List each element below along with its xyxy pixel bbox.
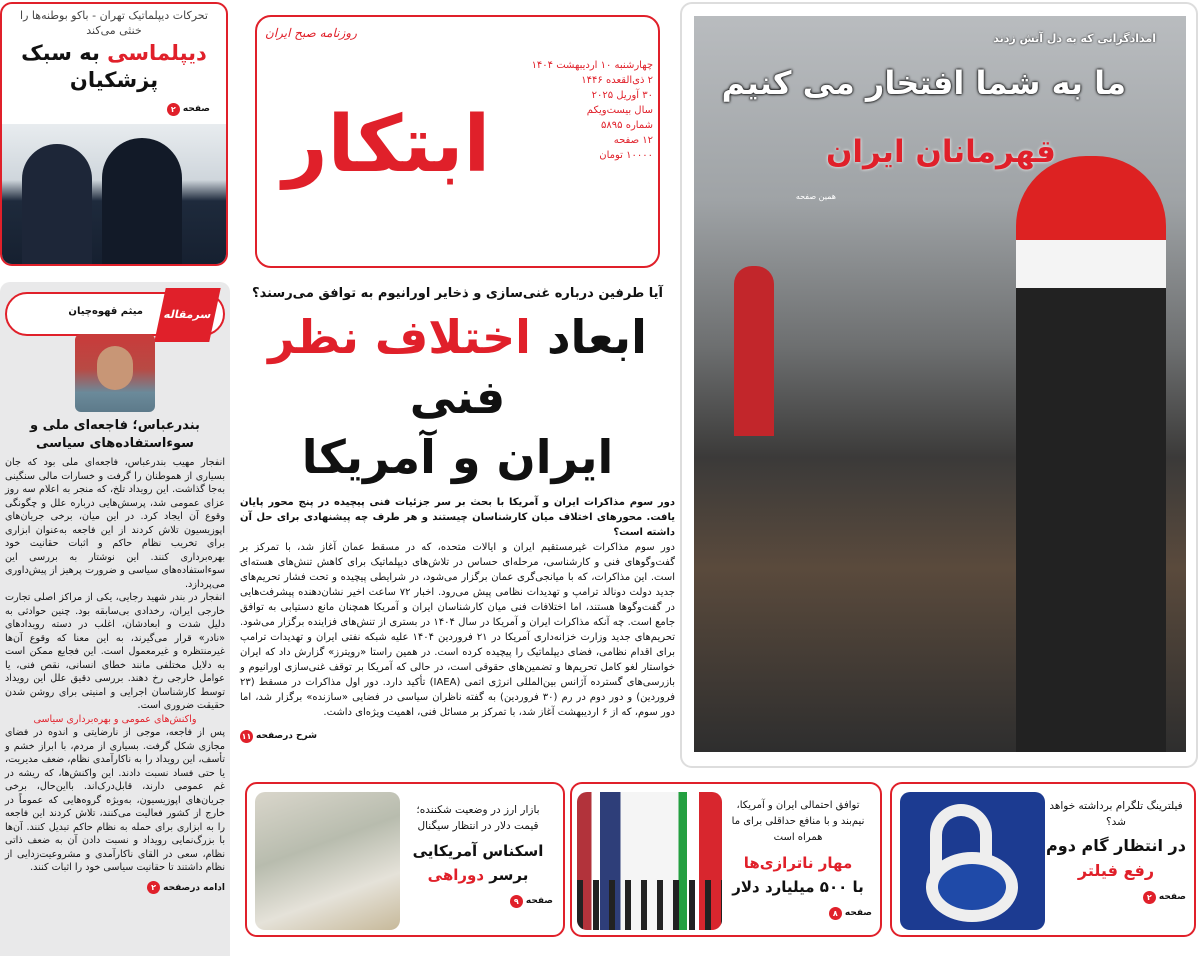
hero-title: ما به شما افتخار می کنیم — [721, 64, 1126, 102]
tagline: روزنامه صبح ایران — [265, 26, 357, 40]
hero-page-ref: همین صفحه — [795, 192, 836, 201]
teaser-title: اسکناس آمریکایی — [412, 842, 544, 860]
editorial-body: انفجار مهیب بندرعباس، فاجعه‌ای ملی بود که جان بسیاری از هموطنان را گرفت و خسارات مالی سنگینی به‌جا گذاشت. این رویداد تلخ، که منجر به اعلام سه روز عزای عمومی شد، پرسش‌هایی درباره علل و چگونگی وقوع آن ایجاد کرد. در این میان، برخی جریان‌های اپوزیسیون تلاش کردند از این فاجعه به‌عنوان ابزاری برای تخریب نظام حاکم و اثبات حقانیت خود بهره‌برداری کنند. این نوشتار به بررسی این سوءاستفاده‌های سیاسی و ضرورت پرهیز از پیش‌داوری می‌پردازد. انفجار در بندر شهید رجایی، یکی از مراکز اصلی تجارت خارجی ایران، رخدادی بی‌سابقه بود. چنین حوادثی به دلیل شدت و ابعادشان، اغلب در دسته رویدادهای «نادر» قرار می‌گیرند، به این معنا که وقوع آن‌ها غیرمنتظره و غیرمعمول است. این فجایع ممکن است به دلایل مختلفی مانند خطای انسانی، نقص فنی، یا عوامل خارجی رخ دهند. بررسی دقیق علل این رویداد توسط کارشناسان اجرایی و امنیتی برای روشن شدن حقیقت ضروری است. واکنش‌های عمومی و بهره‌برداری سیاسی پس از فاجعه، موجی از نارضایتی و اندوه در فضای مجازی شکل گرفت. بسیاری از مردم، با ابراز خشم و تأسف، این رویداد را به ناکارآمدی نظام، ضعف مدیریت، یا حتی فساد نسبت دادند. این واکنش‌ها، که ریشه در غم عمومی دارند، قابل‌درک‌اند. بااین‌حال، برخی جریان‌های اپوزیسیون، به‌ویژه گروه‌هایی که عموماً در خارج از کشور فعالیت می‌کنند، تلاش کردند این فاجعه را به ابزاری برای حمله به نظام حاکم تبدیل کنند. آن‌ها با بزرگ‌نمایی رویداد و نسبت دادن آن به ضعف ذاتی نظام، سعی در القای ناکارآمدی و مشروعیت‌زدایی از نظام داشتند تا حقانیت سیاسی خود را اثبات کنند. — [5, 457, 225, 873]
teaser-dollar[interactable]: بازار ارز در وضعیت شکننده؛ قیمت دلار در انتظار سیگنال اسکناس آمریکایی برسر دوراهی صفحه ۹ — [245, 782, 565, 937]
author-photo — [75, 334, 155, 412]
masthead — [245, 0, 670, 268]
main-body: دور سوم مذاکرات غیرمستقیم ایران و ایالات متحده، که در مسقط عمان آغاز شد، با تمرکز بر گفت‌وگوهای فنی و کارشناسی، مرحله‌ای حساس در تلاش‌های دیپلماتیک برای کاهش تنش‌های هسته‌ای است. این مذاکرات، که با میانجی‌گری عمان برگزار می‌شود، در شرایطی پیچیده و تحت فشار تحریم‌های جدید دولت دونالد ترامپ و تهدیدات نظامی پیش می‌رود. اخبار ۷۲ ساعت اخیر نشان‌دهنده پیشرفت‌هایی در گفت‌وگوها هستند، اما اختلافات فنی میان کارشناسان ایران و آمریکا همچنان مانع دستیابی به توافق جامع است. چه آنکه مذاکرات ایران و آمریکا در سال ۱۴۰۴ در بستری از تنش‌های فزاینده برگزار می‌شود. تحریم‌های جدید وزارت خزانه‌داری آمریکا در ۲۱ فروردین ۱۴۰۴ علیه شبکه نفتی ایران و تهدیدات ترامپ برای اقدام نظامی، فضای دیپلماتیک را پیچیده کرده است. در همین راستا «رویترز» گزارش داد که ایران خواستار لغو کامل تحریم‌ها و تضمین‌های حقوقی است، در حالی که آمریکا بر توقف غنی‌سازی اورانیوم و بازرسی‌های گسترده آژانس بین‌المللی انرژی اتمی (IAEA) تأکید دارد. دور اول مذاکرات در مسقط (۲۳ فروردین) و دور دوم در رم (۳۰ فروردین) به گفته ناظران سیاسی در فضایی «سازنده» برگزار شد، اما دور سوم، که از ۶ اردیبهشت آغاز شد، با تمرکز بر مسائل فنی، اهمیت ویژه‌ای داشت. — [240, 542, 676, 718]
main-lead: دور سوم مذاکرات ایران و آمریکا با بحث بر سر جزئیات فنی پیچیده در پنج محور پایان یافت. محورهای اختلاف میان کارشناسان چیستند و هر طرف چه پیشنهادی برای حل آن داشته است؟ — [240, 497, 675, 538]
hero-title-red: قهرمانان ایران — [825, 134, 1056, 170]
hero-story[interactable] — [680, 2, 1198, 768]
editorial-label: سرمقاله — [154, 288, 220, 342]
hero-kicker: امدادگرانی که به دل آتش زدند — [993, 32, 1156, 45]
editorial-header — [5, 292, 225, 336]
logo — [259, 20, 514, 260]
teaser-kicker: بازار ارز در وضعیت شکننده؛ قیمت دلار در انتظار سیگنال — [416, 804, 540, 832]
teaser-title-red: مهار ناترازی‌ها — [743, 854, 853, 872]
teaser-title: در انتظار گام دوم — [1046, 836, 1186, 855]
teaser-title: دیپلماسی به سبک پزشکیان — [21, 41, 207, 92]
teaser-title-line2: برسر دوراهی — [427, 866, 529, 884]
teaser-title-red: رفع فیلتر — [1077, 861, 1155, 880]
teaser-kicker: تحرکات دیپلماتیک تهران - باکو بوطنه‌ها را خنثی می‌کند — [20, 9, 208, 37]
logo-word: ابتکار — [282, 100, 491, 190]
flags-microphones-photo — [577, 792, 722, 930]
main-page-ref[interactable]: شرح درصفحه ۱۱ — [241, 731, 317, 741]
firefighter-photo — [694, 16, 1186, 752]
teaser-deal[interactable]: توافق احتمالی ایران و آمریکا، نیم‌بند و با منافع حداقلی برای ما همراه است مهار ناترازی‌ها با ۵۰۰ میلیارد دلار صفحه ۸ — [570, 782, 882, 937]
main-story[interactable] — [240, 285, 675, 743]
issue-info: چهارشنبه ۱۰ اردیبهشت ۱۴۰۴ ۲ ذی‌القعده ۱۴۴۶ ۳۰ آوریل ۲۰۲۵ سال بیست‌ویکم شماره ۵۸۹۵ ۱۲ صفحه ۱۰۰۰۰ تومان — [531, 60, 653, 161]
teaser-telegram[interactable]: فیلترینگ تلگرام برداشته خواهد شد؟ در انتظار گام دوم رفع فیلتر صفحه ۲ — [890, 782, 1196, 937]
teaser-kicker: توافق احتمالی ایران و آمریکا، نیم‌بند و با منافع حداقلی برای ما همراه است — [731, 800, 865, 843]
teaser-title: با ۵۰۰ میلیارد دلار — [732, 878, 864, 896]
page-ref: صفحه ۲ — [167, 103, 210, 116]
editorial-author: میثم قهوه‌چیان — [68, 306, 143, 317]
editorial-page-ref[interactable]: ادامه درصفحه ۲ — [147, 881, 225, 894]
main-headline: ابعاد اختلاف نظر فنی ایران و آمریکا — [268, 310, 647, 484]
top-left-teaser[interactable] — [0, 2, 228, 266]
teaser-kicker: فیلترینگ تلگرام برداشته خواهد شد؟ — [1049, 800, 1183, 828]
leaders-photo — [2, 124, 228, 264]
dollar-bills-photo — [255, 792, 400, 930]
telegram-lock-icon — [900, 792, 1045, 930]
editorial[interactable] — [0, 282, 230, 956]
main-kicker: آیا طرفین درباره غنی‌سازی و ذخایر اورانیوم به توافق می‌رسند؟ — [252, 286, 663, 301]
editorial-title: بندرعباس؛ فاجعه‌ای ملی و سوءاستفاده‌های سیاسی — [30, 418, 200, 451]
